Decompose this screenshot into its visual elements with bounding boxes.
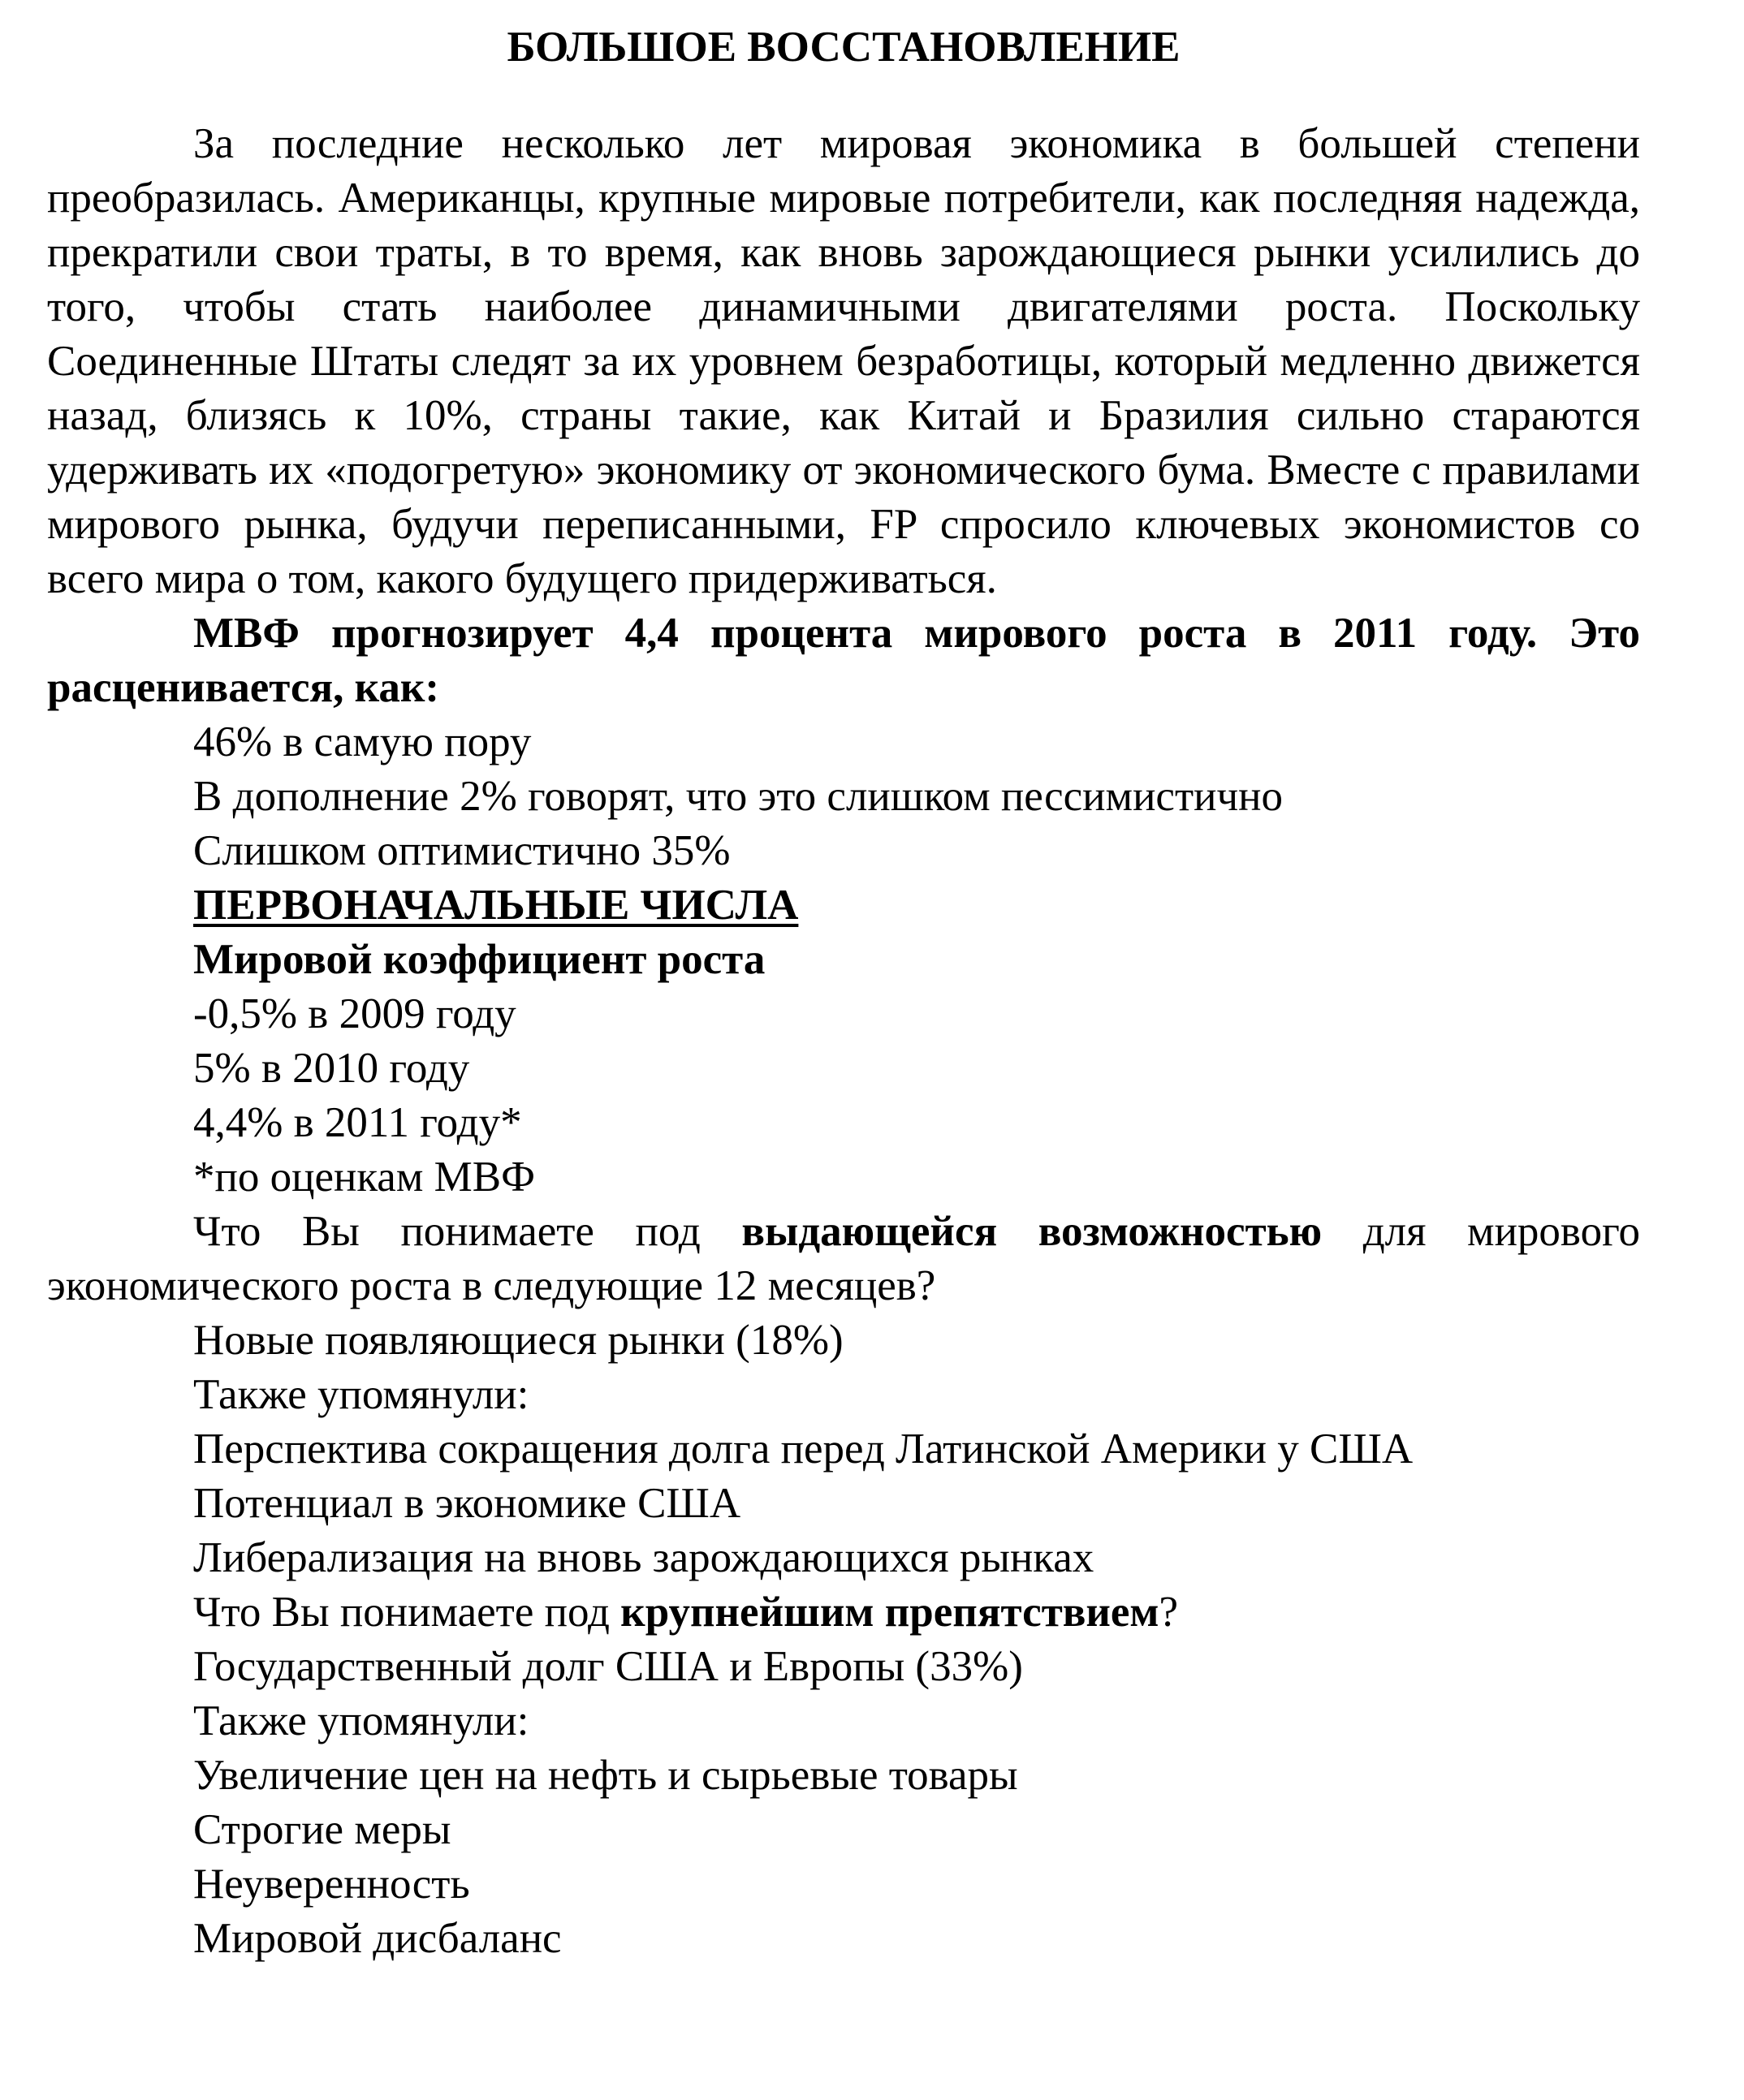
intro-paragraph: За последние несколько лет мировая экономика в большей степени преобразилась. Американцы, крупные мировые потребители, как последняя надежда, прекратили свои траты, в то время, как вновь зарождающиеся рынки усилились до того, чтобы стать наиболее динамичными двигателями роста. Поскольку Соединенные Штаты следят за их уровнем безработицы, который медленно движется назад, близясь к 10%, страны такие, как Китай и Бразилия сильно стараются удерживать их «подогретую» экономику от экономического бума. Вместе с правилами мирового рынка, будучи переписанными, FP спросило ключевых экономистов со всего мира о том, какого будущего придерживаться. bbox=[47, 120, 1640, 602]
growth-footnote: *по оценкам МВФ bbox=[193, 1153, 535, 1201]
question-emphasis: крупнейшим препятствием bbox=[620, 1589, 1159, 1636]
imf-answer: 46% в самую пору bbox=[193, 718, 532, 765]
question-text: ? bbox=[1159, 1589, 1179, 1636]
obstacle-item: Государственный долг США и Европы (33%) bbox=[193, 1643, 1023, 1690]
obstacle-question bbox=[47, 1585, 1640, 1640]
obstacle-item: Мировой дисбаланс bbox=[193, 1915, 562, 1962]
opportunity-item: Также упомянули: bbox=[193, 1371, 529, 1418]
question-text: Что Вы понимаете под bbox=[193, 1208, 742, 1255]
opportunity-item: Новые появляющиеся рынки (18%) bbox=[193, 1317, 844, 1364]
question-emphasis: выдающейся возможностью bbox=[741, 1208, 1323, 1255]
imf-answer: В дополнение 2% говорят, что это слишком пессимистично bbox=[193, 773, 1284, 820]
obstacle-item: Неуверенность bbox=[193, 1861, 470, 1908]
growth-heading: Мировой коэффициент роста bbox=[193, 936, 766, 983]
imf-answer: Слишком оптимистично 35% bbox=[193, 827, 731, 874]
opportunity-item: Перспектива сокращения долга перед Латинской Америки у США bbox=[193, 1425, 1414, 1473]
imf-question: МВФ прогнозирует 4,4 процента мирового роста в 2011 году. Это расценивается, как: bbox=[47, 610, 1640, 711]
obstacle-item: Строгие меры bbox=[193, 1806, 451, 1853]
obstacle-item: Увеличение цен на нефть и сырьевые товары bbox=[193, 1752, 1018, 1799]
growth-item: 5% в 2010 году bbox=[193, 1045, 470, 1092]
growth-item: -0,5% в 2009 году bbox=[193, 990, 516, 1037]
page-title: БОЛЬШОЕ ВОССТАНОВЛЕНИЕ bbox=[507, 24, 1181, 71]
numbers-heading: ПЕРВОНАЧАЛЬНЫЕ ЧИСЛА bbox=[193, 882, 799, 929]
opportunity-item: Потенциал в экономике США bbox=[193, 1480, 741, 1527]
obstacle-item: Также упомянули: bbox=[193, 1697, 529, 1744]
question-text: для мирового экономического роста в следующие 12 месяцев? bbox=[47, 1208, 1641, 1309]
question-text: Что Вы понимаете под bbox=[193, 1589, 621, 1636]
growth-item: 4,4% в 2011 году* bbox=[193, 1099, 522, 1146]
document-page bbox=[47, 15, 1640, 1966]
opportunity-question bbox=[47, 1205, 1640, 1313]
opportunity-item: Либерализация на вновь зарождающихся рынках bbox=[193, 1534, 1094, 1581]
